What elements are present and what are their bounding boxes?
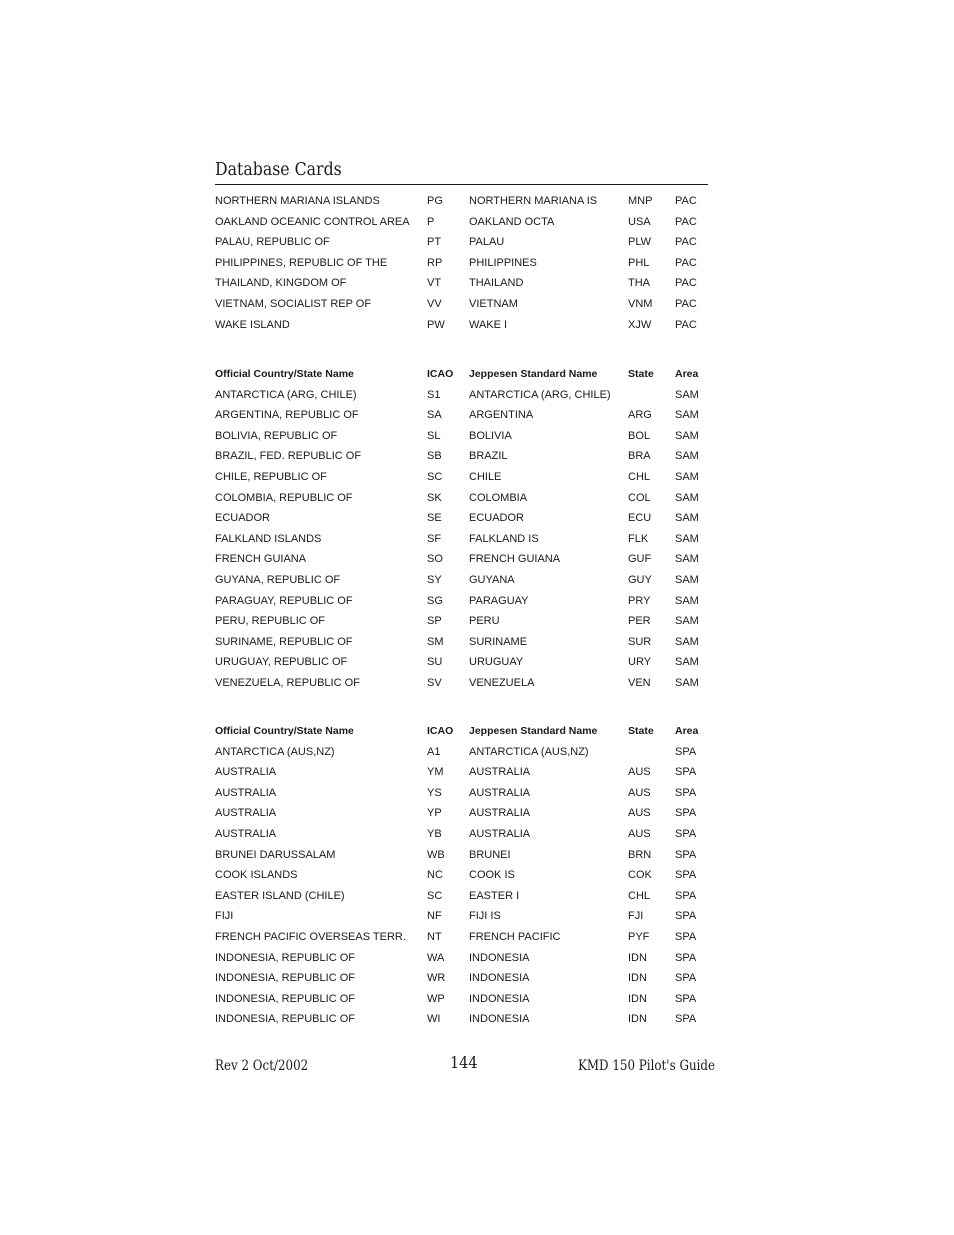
cell-icao: SM (427, 635, 444, 648)
cell-area: SAM (675, 388, 699, 401)
column-header-jeppesen-name: Jeppesen Standard Name (469, 725, 598, 737)
cell-official-name: INDONESIA, REPUBLIC OF (215, 1013, 355, 1026)
table-row (215, 968, 708, 989)
cell-state: COL (628, 491, 651, 504)
cell-area: SAM (675, 615, 699, 628)
table-row (215, 446, 708, 467)
cell-state: CHL (628, 889, 651, 902)
cell-area: SAM (675, 450, 699, 463)
cell-jeppesen-name: ANTARCTICA (ARG, CHILE) (469, 388, 611, 401)
table-row (215, 405, 708, 426)
cell-area: SPA (675, 848, 697, 861)
table-row (215, 426, 708, 447)
cell-area: SAM (675, 491, 699, 504)
cell-state: PER (628, 615, 651, 628)
cell-official-name: AUSTRALIA (215, 827, 277, 840)
cell-state: IDN (628, 1013, 647, 1026)
cell-state: PHL (628, 256, 650, 269)
column-header-icao: ICAO (427, 368, 454, 380)
cell-area: SPA (675, 766, 697, 779)
cell-area: SPA (675, 889, 697, 902)
cell-state: FJI (628, 910, 644, 923)
cell-area: SPA (675, 972, 697, 985)
cell-area: SAM (675, 594, 699, 607)
cell-area: SAM (675, 532, 699, 545)
table-row (215, 570, 708, 591)
cell-jeppesen-name: NORTHERN MARIANA IS (469, 195, 598, 207)
cell-state: IDN (628, 992, 647, 1005)
cell-jeppesen-name: EASTER I (469, 889, 520, 902)
cell-official-name: PERU, REPUBLIC OF (215, 615, 326, 628)
table-row (215, 886, 708, 907)
cell-area: SPA (675, 930, 697, 943)
column-header-official-name: Official Country/State Name (215, 725, 354, 737)
cell-icao: S1 (427, 388, 441, 401)
table-row (215, 762, 708, 783)
cell-area: SAM (675, 635, 699, 648)
table-row (215, 906, 708, 927)
cell-state: URY (628, 656, 652, 669)
column-header-official-name: Official Country/State Name (215, 368, 354, 380)
cell-area: PAC (675, 215, 697, 228)
cell-icao: WP (427, 992, 445, 1005)
cell-official-name: INDONESIA, REPUBLIC OF (215, 951, 355, 964)
cell-area: SAM (675, 409, 699, 422)
cell-official-name: INDONESIA, REPUBLIC OF (215, 992, 355, 1005)
cell-official-name: CHILE, REPUBLIC OF (215, 470, 327, 483)
table-row (215, 529, 708, 550)
table-row (215, 927, 708, 948)
table-row (215, 232, 708, 253)
cell-jeppesen-name: PERU (469, 615, 500, 628)
cell-state: MNP (628, 195, 653, 207)
cell-jeppesen-name: CHILE (469, 470, 502, 483)
cell-jeppesen-name: FIJI IS (469, 910, 501, 923)
cell-jeppesen-name: ECUADOR (469, 512, 525, 525)
table-row (215, 253, 708, 274)
table-row (215, 865, 708, 886)
cell-jeppesen-name: AUSTRALIA (469, 807, 531, 820)
cell-state: PYF (628, 930, 650, 943)
cell-state: GUF (628, 553, 652, 566)
table-section-sam (215, 364, 708, 694)
cell-jeppesen-name: SURINAME (469, 635, 528, 648)
cell-jeppesen-name: ANTARCTICA (AUS,NZ) (469, 745, 589, 758)
cell-jeppesen-name: COLOMBIA (469, 491, 528, 504)
cell-official-name: FIJI (215, 910, 234, 923)
cell-icao: WR (427, 972, 446, 985)
cell-icao: SB (427, 450, 442, 463)
cell-official-name: COOK ISLANDS (215, 869, 298, 882)
table-row (215, 467, 708, 488)
cell-official-name: VENEZUELA, REPUBLIC OF (215, 676, 360, 689)
table-row (215, 508, 708, 529)
cell-icao: SU (427, 656, 443, 669)
cell-jeppesen-name: FALKLAND IS (469, 532, 539, 545)
cell-state: AUS (628, 827, 651, 840)
table-row (215, 673, 708, 694)
cell-state: ECU (628, 512, 652, 525)
cell-icao: NF (427, 910, 442, 923)
cell-official-name: THAILAND, KINGDOM OF (215, 277, 347, 290)
cell-official-name: NORTHERN MARIANA ISLANDS (215, 195, 380, 207)
cell-jeppesen-name: OAKLAND OCTA (469, 215, 555, 228)
cell-icao: P (427, 215, 435, 228)
cell-state: BOL (628, 429, 651, 442)
page-title: Database Cards (215, 160, 342, 180)
cell-area: PAC (675, 297, 697, 310)
cell-icao: YP (427, 807, 442, 820)
cell-area: SPA (675, 1013, 697, 1026)
column-header-jeppesen-name: Jeppesen Standard Name (469, 368, 598, 380)
cell-state: FLK (628, 532, 649, 545)
cell-official-name: PALAU, REPUBLIC OF (215, 236, 330, 249)
cell-state: USA (628, 215, 651, 228)
cell-area: SAM (675, 512, 699, 525)
cell-official-name: INDONESIA, REPUBLIC OF (215, 972, 355, 985)
table-row (215, 989, 708, 1010)
cell-icao: PT (427, 236, 442, 249)
cell-official-name: FRENCH PACIFIC OVERSEAS TERR. (215, 930, 406, 943)
cell-state: ARG (628, 409, 652, 422)
cell-area: SPA (675, 951, 697, 964)
table-row (215, 549, 708, 570)
cell-state: VEN (628, 676, 651, 689)
cell-state: IDN (628, 951, 647, 964)
cell-jeppesen-name: AUSTRALIA (469, 827, 531, 840)
cell-state: BRA (628, 450, 651, 463)
cell-icao: NC (427, 869, 443, 882)
header-rule (215, 184, 708, 185)
table-row (215, 488, 708, 509)
column-header-icao: ICAO (427, 725, 454, 737)
cell-official-name: AUSTRALIA (215, 807, 277, 820)
cell-official-name: ANTARCTICA (ARG, CHILE) (215, 388, 357, 401)
cell-official-name: COLOMBIA, REPUBLIC OF (215, 491, 353, 504)
table-row (215, 948, 708, 969)
cell-icao: SY (427, 573, 442, 586)
cell-official-name: FALKLAND ISLANDS (215, 532, 322, 545)
cell-state: SUR (628, 635, 652, 648)
cell-official-name: VIETNAM, SOCIALIST REP OF (215, 297, 372, 310)
cell-jeppesen-name: INDONESIA (469, 951, 530, 964)
cell-jeppesen-name: FRENCH PACIFIC (469, 930, 561, 943)
cell-official-name: SURINAME, REPUBLIC OF (215, 635, 353, 648)
cell-state: COK (628, 869, 652, 882)
cell-area: SAM (675, 676, 699, 689)
table-row (215, 1009, 708, 1030)
table-row (215, 191, 708, 212)
cell-state: PRY (628, 594, 651, 607)
cell-jeppesen-name: INDONESIA (469, 992, 530, 1005)
cell-jeppesen-name: URUGUAY (469, 656, 524, 669)
cell-state: XJW (628, 318, 652, 331)
cell-official-name: BRAZIL, FED. REPUBLIC OF (215, 450, 362, 463)
footer-guide-title: KMD 150 Pilot's Guide (578, 1058, 716, 1074)
cell-icao: VV (427, 297, 442, 310)
column-header-state: State (628, 725, 654, 737)
cell-area: SAM (675, 553, 699, 566)
cell-icao: WB (427, 848, 445, 861)
cell-icao: SE (427, 512, 442, 525)
cell-area: PAC (675, 195, 697, 207)
footer-revision: Rev 2 Oct/2002 (215, 1058, 309, 1074)
column-header-area: Area (675, 725, 699, 737)
cell-state: CHL (628, 470, 651, 483)
cell-area: SAM (675, 656, 699, 669)
cell-jeppesen-name: PARAGUAY (469, 594, 529, 607)
cell-jeppesen-name: PALAU (469, 236, 505, 249)
cell-icao: PW (427, 318, 445, 331)
cell-area: PAC (675, 318, 697, 331)
cell-area: SPA (675, 869, 697, 882)
cell-icao: SC (427, 470, 443, 483)
cell-area: SPA (675, 786, 697, 799)
cell-jeppesen-name: WAKE I (469, 318, 508, 331)
cell-state: AUS (628, 786, 651, 799)
table-header-row (215, 364, 708, 385)
cell-official-name: WAKE ISLAND (215, 318, 290, 331)
cell-state: THA (628, 277, 650, 290)
cell-jeppesen-name: INDONESIA (469, 972, 530, 985)
cell-area: PAC (675, 256, 697, 269)
cell-jeppesen-name: BRUNEI (469, 848, 511, 861)
column-header-area: Area (675, 368, 699, 380)
cell-state: AUS (628, 766, 651, 779)
table-row (215, 742, 708, 763)
cell-area: SAM (675, 470, 699, 483)
cell-icao: WA (427, 951, 445, 964)
cell-official-name: OAKLAND OCEANIC CONTROL AREA (215, 215, 410, 228)
cell-area: SAM (675, 429, 699, 442)
table-section-pac (215, 191, 708, 335)
cell-state: IDN (628, 972, 647, 985)
cell-icao: RP (427, 256, 443, 269)
table-section-spa (215, 721, 708, 1030)
cell-jeppesen-name: VENEZUELA (469, 676, 535, 689)
cell-state: PLW (628, 236, 652, 249)
page-number: 144 (450, 1053, 478, 1072)
cell-icao: YB (427, 827, 442, 840)
cell-icao: SK (427, 491, 442, 504)
table-row (215, 591, 708, 612)
cell-official-name: ANTARCTICA (AUS,NZ) (215, 745, 335, 758)
cell-official-name: EASTER ISLAND (CHILE) (215, 889, 345, 902)
cell-official-name: URUGUAY, REPUBLIC OF (215, 656, 348, 669)
cell-official-name: PHILIPPINES, REPUBLIC OF THE (215, 256, 388, 269)
cell-icao: YS (427, 786, 442, 799)
cell-area: SAM (675, 573, 699, 586)
cell-official-name: AUSTRALIA (215, 766, 277, 779)
table-row (215, 845, 708, 866)
cell-jeppesen-name: GUYANA (469, 573, 515, 586)
cell-jeppesen-name: AUSTRALIA (469, 766, 531, 779)
cell-jeppesen-name: COOK IS (469, 869, 515, 882)
cell-icao: A1 (427, 745, 441, 758)
cell-official-name: AUSTRALIA (215, 786, 277, 799)
cell-official-name: GUYANA, REPUBLIC OF (215, 573, 341, 586)
table-row (215, 273, 708, 294)
cell-official-name: BOLIVIA, REPUBLIC OF (215, 429, 338, 442)
cell-area: PAC (675, 236, 697, 249)
table-row (215, 652, 708, 673)
cell-icao: PG (427, 195, 443, 207)
cell-state: GUY (628, 573, 652, 586)
cell-icao: SO (427, 553, 443, 566)
column-header-state: State (628, 368, 654, 380)
table-row (215, 315, 708, 336)
table-row (215, 783, 708, 804)
cell-state: VNM (628, 297, 653, 310)
cell-icao: VT (427, 277, 442, 290)
cell-icao: SG (427, 594, 443, 607)
cell-icao: SV (427, 676, 442, 689)
cell-official-name: ECUADOR (215, 512, 271, 525)
table-row (215, 824, 708, 845)
cell-icao: SL (427, 429, 441, 442)
cell-jeppesen-name: PHILIPPINES (469, 256, 537, 269)
cell-icao: YM (427, 766, 444, 779)
cell-icao: SF (427, 532, 442, 545)
cell-area: SPA (675, 827, 697, 840)
cell-official-name: FRENCH GUIANA (215, 553, 307, 566)
table-row (215, 611, 708, 632)
cell-icao: SP (427, 615, 442, 628)
cell-icao: SA (427, 409, 442, 422)
cell-official-name: PARAGUAY, REPUBLIC OF (215, 594, 353, 607)
cell-area: SPA (675, 992, 697, 1005)
cell-official-name: BRUNEI DARUSSALAM (215, 848, 336, 861)
cell-official-name: ARGENTINA, REPUBLIC OF (215, 409, 359, 422)
cell-icao: SC (427, 889, 443, 902)
table-header-row (215, 721, 708, 742)
cell-jeppesen-name: BRAZIL (469, 450, 508, 463)
table-row (215, 294, 708, 315)
cell-state: AUS (628, 807, 651, 820)
cell-jeppesen-name: THAILAND (469, 277, 524, 290)
cell-icao: NT (427, 930, 442, 943)
table-row (215, 632, 708, 653)
cell-jeppesen-name: BOLIVIA (469, 429, 512, 442)
cell-icao: WI (427, 1013, 441, 1026)
cell-area: SPA (675, 807, 697, 820)
table-row (215, 385, 708, 406)
cell-jeppesen-name: AUSTRALIA (469, 786, 531, 799)
cell-jeppesen-name: ARGENTINA (469, 409, 534, 422)
cell-area: SPA (675, 745, 697, 758)
cell-state: BRN (628, 848, 652, 861)
cell-area: SPA (675, 910, 697, 923)
table-row (215, 212, 708, 233)
cell-jeppesen-name: VIETNAM (469, 297, 518, 310)
cell-area: PAC (675, 277, 697, 290)
cell-jeppesen-name: INDONESIA (469, 1013, 530, 1026)
cell-jeppesen-name: FRENCH GUIANA (469, 553, 561, 566)
table-row (215, 803, 708, 824)
